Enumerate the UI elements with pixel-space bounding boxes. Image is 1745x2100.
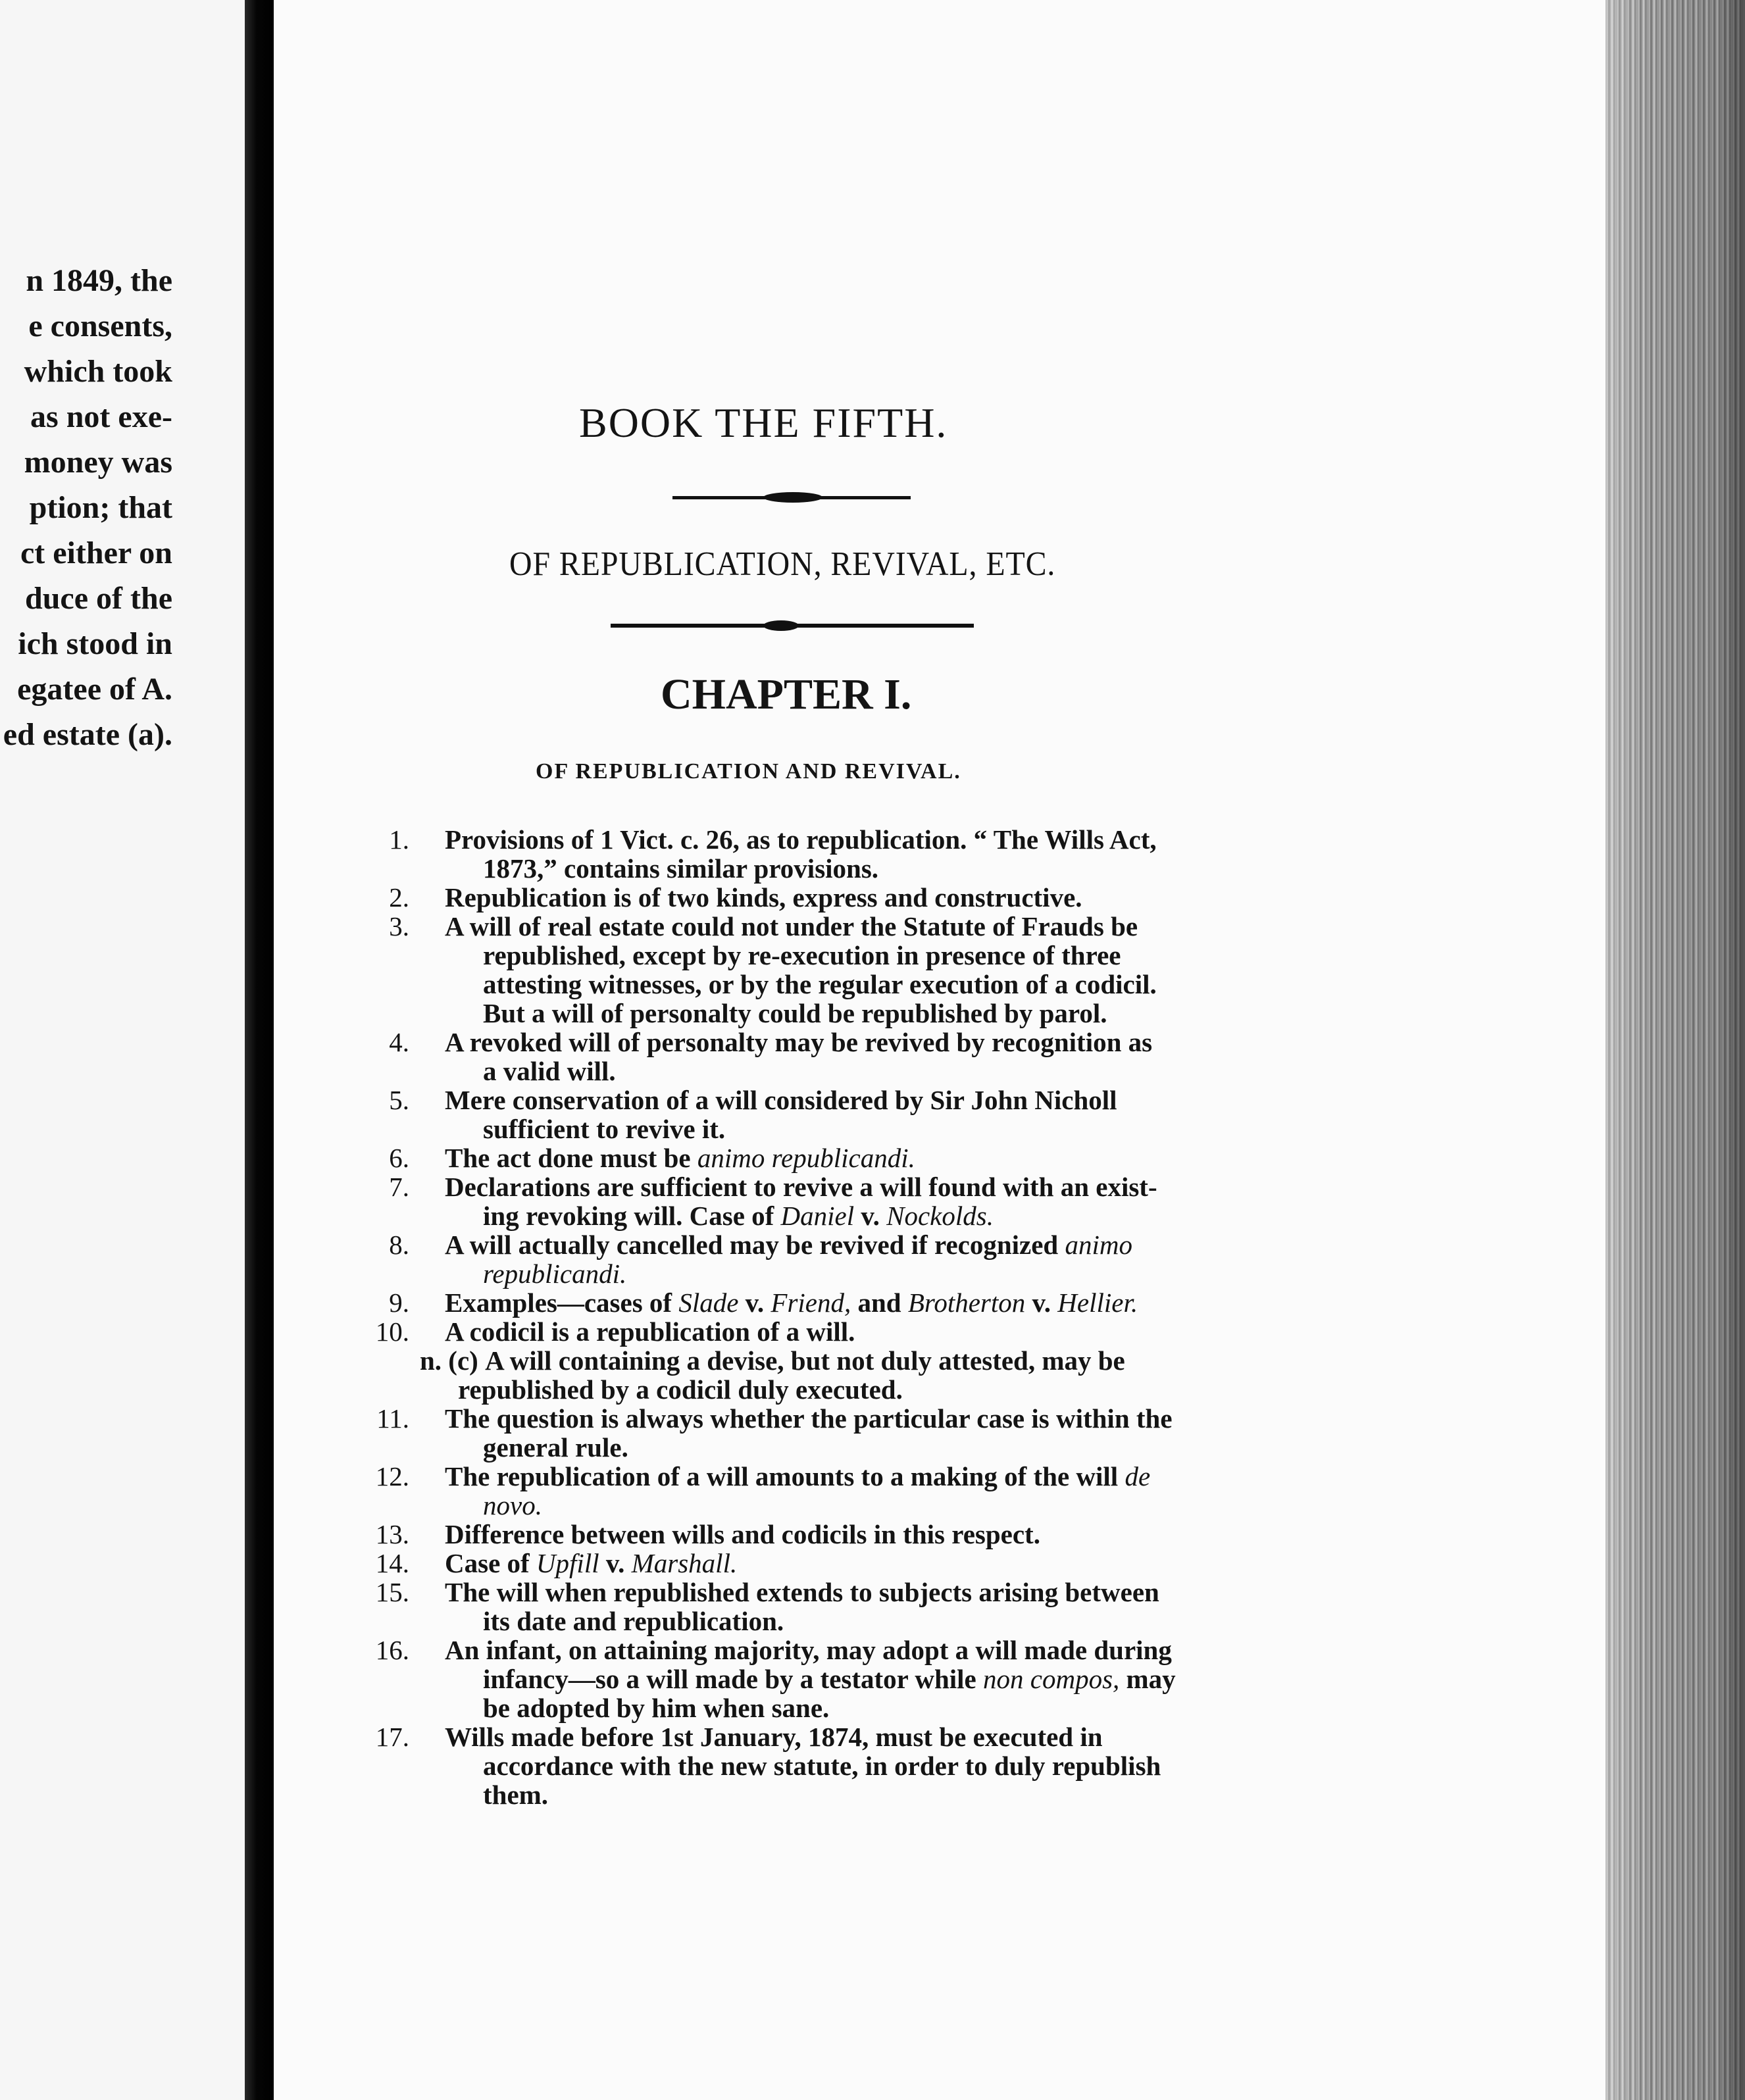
left-line: e consents, <box>28 309 172 343</box>
item-number: 1. <box>389 824 409 855</box>
item-number: 3. <box>389 911 409 941</box>
left-line: ich stood in <box>18 626 172 661</box>
item-number: 16. <box>375 1635 409 1665</box>
item-line: Declarations are sufficient to revive a will found with an exist- <box>445 1172 1157 1202</box>
left-line: duce of the <box>25 581 172 616</box>
left-line: n 1849, the <box>26 263 172 298</box>
item-line: them. <box>483 1780 549 1810</box>
case-party: Nockolds. <box>886 1201 994 1231</box>
contents-item <box>368 1636 1224 1722</box>
item-text <box>445 1172 1224 1230</box>
contents-item <box>368 1462 1224 1520</box>
contents-item <box>368 1722 1224 1809</box>
item-line: A revoked will of personalty may be revived by recognition as <box>445 1027 1153 1057</box>
ornamental-rule-swell <box>763 492 822 503</box>
italic-phrase: non compos, <box>983 1664 1120 1694</box>
item-line: a valid will. <box>483 1056 616 1086</box>
item-number: 13. <box>375 1519 409 1549</box>
italic-phrase: animo republicandi. <box>697 1143 915 1173</box>
item-line: its date and republication. <box>483 1606 784 1636</box>
italic-phrase: de <box>1125 1461 1151 1491</box>
item-number: 12. <box>375 1461 409 1491</box>
item-number: 8. <box>389 1230 409 1260</box>
item-line-text: Examples—cases of <box>445 1288 679 1318</box>
item-line-text: v. <box>1025 1288 1058 1318</box>
item-text <box>445 1722 1224 1809</box>
item-text <box>445 1143 1224 1172</box>
contents-item <box>368 1086 1224 1143</box>
contents-item <box>368 883 1224 912</box>
item-text <box>445 1578 1224 1636</box>
item-text <box>420 1346 1224 1404</box>
item-line: accordance with the new statute, in order to duly republish <box>483 1751 1161 1781</box>
item-text <box>445 1028 1224 1086</box>
contents-item <box>368 912 1224 1028</box>
page-edge-stack <box>1606 0 1745 2100</box>
item-number: 15. <box>375 1577 409 1607</box>
item-line-text: The act done must be <box>445 1143 697 1173</box>
item-line-text: and <box>851 1288 908 1318</box>
item-line: republished by a codicil duly executed. <box>458 1374 903 1405</box>
item-line-text: ing revoking will. Case of <box>483 1201 781 1231</box>
item-line: A will containing a devise, but not duly attested, may be <box>485 1345 1125 1376</box>
contents-item <box>368 1404 1224 1462</box>
item-line: Mere conservation of a will considered by Sir John Nicholl <box>445 1085 1117 1115</box>
book-gutter <box>245 0 274 2100</box>
item-line: republished, except by re-execution in presence of three <box>483 940 1121 970</box>
item-line: 1873,” contains similar provisions. <box>483 853 879 884</box>
left-line: money was <box>24 445 172 480</box>
contents-item <box>368 1230 1224 1288</box>
item-line-text: A will actually cancelled may be revived if recognized <box>445 1230 1065 1260</box>
item-line-text: Case of <box>445 1548 536 1578</box>
contents-footnote-item <box>368 1346 1224 1404</box>
item-number: 14. <box>375 1548 409 1578</box>
item-number: 5. <box>389 1085 409 1115</box>
item-text <box>445 1462 1224 1520</box>
left-line: egatee of A. <box>17 672 172 707</box>
chapter-contents-list <box>368 825 1224 1809</box>
left-line: as not exe- <box>30 399 172 434</box>
italic-phrase: republicandi. <box>483 1259 627 1289</box>
item-line <box>445 1201 1224 1230</box>
contents-item <box>368 1520 1224 1549</box>
item-line: Provisions of 1 Vict. c. 26, as to republication. “ The Wills Act, <box>445 824 1157 855</box>
item-number: 4. <box>389 1027 409 1057</box>
footnote-marker: n. (c) <box>420 1345 478 1376</box>
item-line: A will of real estate could not under the Statute of Frauds be <box>445 911 1138 941</box>
item-number: 11. <box>376 1403 409 1434</box>
item-line: general rule. <box>483 1432 628 1462</box>
item-number: 2. <box>389 882 409 913</box>
item-line: Difference between wills and codicils in this respect. <box>445 1519 1040 1549</box>
item-text <box>445 1404 1224 1462</box>
contents-item <box>368 1288 1224 1317</box>
item-line-text: v. <box>854 1201 887 1231</box>
chapter-title: CHAPTER I. <box>661 670 912 718</box>
item-line-text: The republication of a will amounts to a making of the will <box>445 1461 1125 1491</box>
contents-item <box>368 1143 1224 1172</box>
item-line: sufficient to revive it. <box>483 1114 726 1144</box>
item-text <box>445 912 1224 1028</box>
case-party: Brotherton <box>907 1288 1026 1318</box>
case-party: Marshall. <box>631 1548 738 1578</box>
contents-item <box>368 825 1224 883</box>
contents-item <box>368 1549 1224 1578</box>
item-line: be adopted by him when sane. <box>483 1693 830 1723</box>
chapter-subtitle: OF REPUBLICATION AND REVIVAL. <box>536 759 961 784</box>
ornamental-rule-swell <box>763 620 799 631</box>
part-title: OF REPUBLICATION, REVIVAL, ETC. <box>509 545 1056 583</box>
item-text <box>445 825 1224 883</box>
item-number: 6. <box>389 1143 409 1173</box>
contents-item <box>368 1317 1224 1346</box>
item-line: attesting witnesses, or by the regular execution of a codicil. <box>483 969 1157 999</box>
item-text <box>445 1086 1224 1143</box>
item-line: But a will of personalty could be republished by parol. <box>483 998 1107 1028</box>
item-line-text: v. <box>599 1548 632 1578</box>
left-line: ct either on <box>20 536 172 570</box>
left-page-text <box>3 258 172 757</box>
italic-phrase: animo <box>1065 1230 1132 1260</box>
item-number: 10. <box>375 1316 409 1347</box>
left-line: ption; that <box>29 490 172 525</box>
italic-phrase: novo. <box>483 1490 542 1520</box>
item-line: Republication is of two kinds, express and constructive. <box>445 882 1082 913</box>
item-number: 17. <box>375 1722 409 1752</box>
item-text <box>445 1636 1224 1722</box>
item-line-text: v. <box>738 1288 771 1318</box>
item-line: The question is always whether the particular case is within the <box>445 1403 1173 1434</box>
item-line <box>445 1664 1224 1693</box>
left-line: ed estate (a). <box>3 717 172 752</box>
case-party: Upfill <box>536 1548 599 1578</box>
item-number: 7. <box>389 1172 409 1202</box>
item-text <box>445 1288 1224 1317</box>
contents-item <box>368 1028 1224 1086</box>
item-line: Wills made before 1st January, 1874, must be executed in <box>445 1722 1103 1752</box>
book-title: BOOK THE FIFTH. <box>579 399 948 446</box>
item-number: 9. <box>389 1288 409 1318</box>
left-line: which took <box>24 354 172 389</box>
item-line: An infant, on attaining majority, may adopt a will made during <box>445 1635 1172 1665</box>
item-line-text: infancy—so a will made by a testator while <box>483 1664 984 1694</box>
item-line: The will when republished extends to subjects arising between <box>445 1577 1159 1607</box>
case-party: Slade <box>678 1288 739 1318</box>
case-party: Daniel <box>780 1201 855 1231</box>
case-party: Hellier. <box>1057 1288 1138 1318</box>
case-party: Friend, <box>771 1288 851 1318</box>
item-line: A codicil is a republication of a will. <box>445 1316 855 1347</box>
contents-item <box>368 1578 1224 1636</box>
left-facing-page <box>0 0 245 2100</box>
contents-item <box>368 1172 1224 1230</box>
item-text <box>445 1549 1224 1578</box>
item-line-text: may <box>1119 1664 1176 1694</box>
item-text <box>445 1230 1224 1288</box>
